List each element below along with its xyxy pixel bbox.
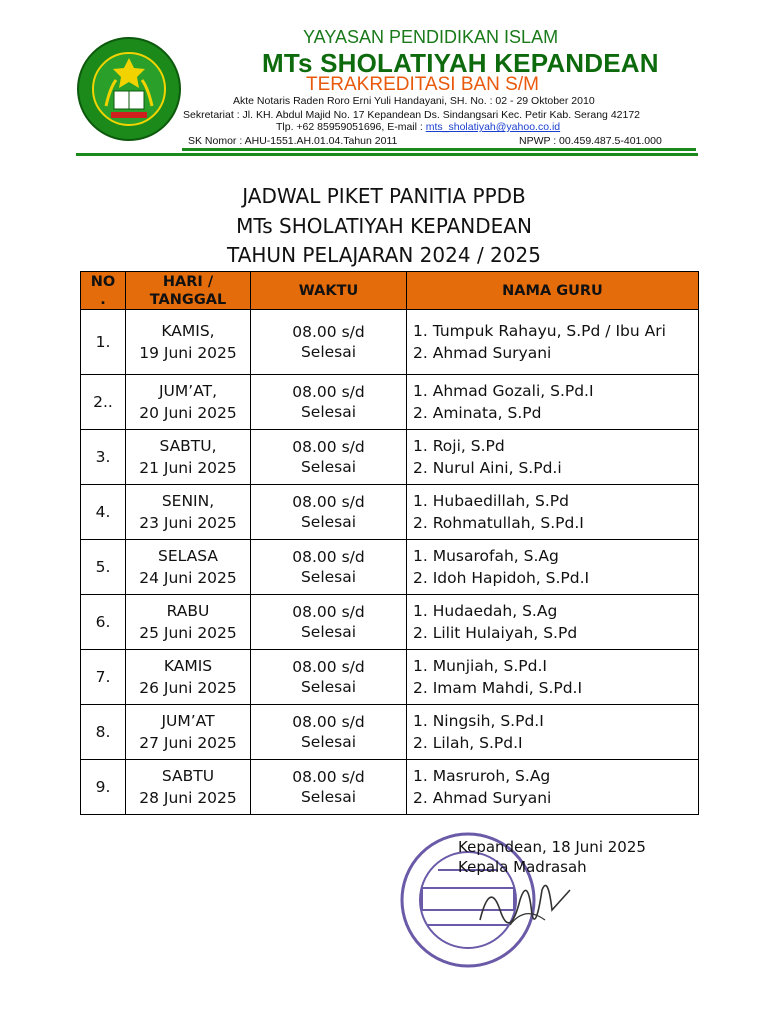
row-day-date: JUM’AT 27 Juni 2025 [126,705,251,760]
secretariat-line: Sekretariat : Jl. KH. Abdul Majid No. 17 Kepandean Ds. Sindangsari Kec. Petir Kab. Serang 42172 [183,109,641,121]
table-row [81,650,699,705]
school-logo-icon [76,36,182,142]
row-teachers: 1. Masruroh, S.Ag 2. Ahmad Suryani [407,760,699,815]
header-day-date: HARI / TANGGAL [126,272,251,310]
row-number: 8. [81,705,126,760]
table-row [81,705,699,760]
row-teachers: 1. Hubaedillah, S.Pd 2. Rohmatullah, S.Pd.I [407,485,699,540]
row-time: 08.00 s/d Selesai [251,760,407,815]
signature-scribble-icon [470,870,580,940]
row-time: 08.00 s/d Selesai [251,375,407,430]
table-row [81,540,699,595]
sk-number: SK Nomor : AHU-1551.AH.01.04.Tahun 2011 [188,135,398,147]
table-row [81,595,699,650]
table-row [81,310,699,375]
row-time: 08.00 s/d Selesai [251,430,407,485]
header-teacher: NAMA GURU [407,272,699,310]
row-number: 6. [81,595,126,650]
foundation-name: YAYASAN PENDIDIKAN ISLAM [303,27,559,47]
accreditation-text: TERAKREDITASI BAN S/M [306,74,539,95]
row-time: 08.00 s/d Selesai [251,650,407,705]
row-teachers: 1. Roji, S.Pd 2. Nurul Aini, S.Pd.i [407,430,699,485]
row-day-date: SABTU 28 Juni 2025 [126,760,251,815]
row-day-date: KAMIS 26 Juni 2025 [126,650,251,705]
table-row [81,485,699,540]
row-time: 08.00 s/d Selesai [251,595,407,650]
row-time: 08.00 s/d Selesai [251,310,407,375]
row-number: 7. [81,650,126,705]
document-title-line2: MTs SHOLATIYAH KEPANDEAN [236,214,532,238]
letterhead-divider-bottom [76,153,698,156]
header-no: NO . [81,272,126,310]
row-day-date: SELASA 24 Juni 2025 [126,540,251,595]
row-teachers: 1. Musarofah, S.Ag 2. Idoh Hapidoh, S.Pd.I [407,540,699,595]
sign-place-date: Kepandean, 18 Juni 2025 [458,838,646,856]
row-time: 08.00 s/d Selesai [251,485,407,540]
row-day-date: KAMIS, 19 Juni 2025 [126,310,251,375]
row-day-date: SENIN, 23 Juni 2025 [126,485,251,540]
phone-text: Tlp. +62 85959051696, E-mail : [276,121,426,133]
letterhead-divider-top [182,148,696,151]
row-teachers: 1. Ningsih, S.Pd.I 2. Lilah, S.Pd.I [407,705,699,760]
row-number: 1. [81,310,126,375]
notary-line: Akte Notaris Raden Roro Erni Yuli Handayani, SH. No. : 02 - 29 Oktober 2010 [233,95,595,107]
row-day-date: SABTU, 21 Juni 2025 [126,430,251,485]
row-time: 08.00 s/d Selesai [251,540,407,595]
row-number: 4. [81,485,126,540]
document-title-line1: JADWAL PIKET PANITIA PPDB [242,184,526,208]
email-link[interactable]: mts_sholatiyah@yahoo.co.id [425,121,561,133]
table-row [81,760,699,815]
row-teachers: 1. Tumpuk Rahayu, S.Pd / Ibu Ari 2. Ahmad Suryani [407,310,699,375]
npwp-number: NPWP : 00.459.487.5-401.000 [519,135,662,147]
row-time: 08.00 s/d Selesai [251,705,407,760]
row-teachers: 1. Hudaedah, S.Ag 2. Lilit Hulaiyah, S.Pd [407,595,699,650]
duty-schedule-table [80,271,699,815]
row-number: 5. [81,540,126,595]
table-row [81,375,699,430]
row-number: 9. [81,760,126,815]
row-day-date: RABU 25 Juni 2025 [126,595,251,650]
document-title-line3: TAHUN PELAJARAN 2024 / 2025 [227,243,541,267]
row-day-date: JUM’AT, 20 Juni 2025 [126,375,251,430]
sign-role: Kepala Madrasah [458,858,587,876]
row-teachers: 1. Ahmad Gozali, S.Pd.I 2. Aminata, S.Pd [407,375,699,430]
row-teachers: 1. Munjiah, S.Pd.I 2. Imam Mahdi, S.Pd.I [407,650,699,705]
row-number: 2.. [81,375,126,430]
table-header-row [81,272,699,310]
header-time: WAKTU [251,272,407,310]
table-row [81,430,699,485]
row-number: 3. [81,430,126,485]
contact-line [276,121,560,133]
school-name: MTs SHOLATIYAH KEPANDEAN [262,48,659,78]
